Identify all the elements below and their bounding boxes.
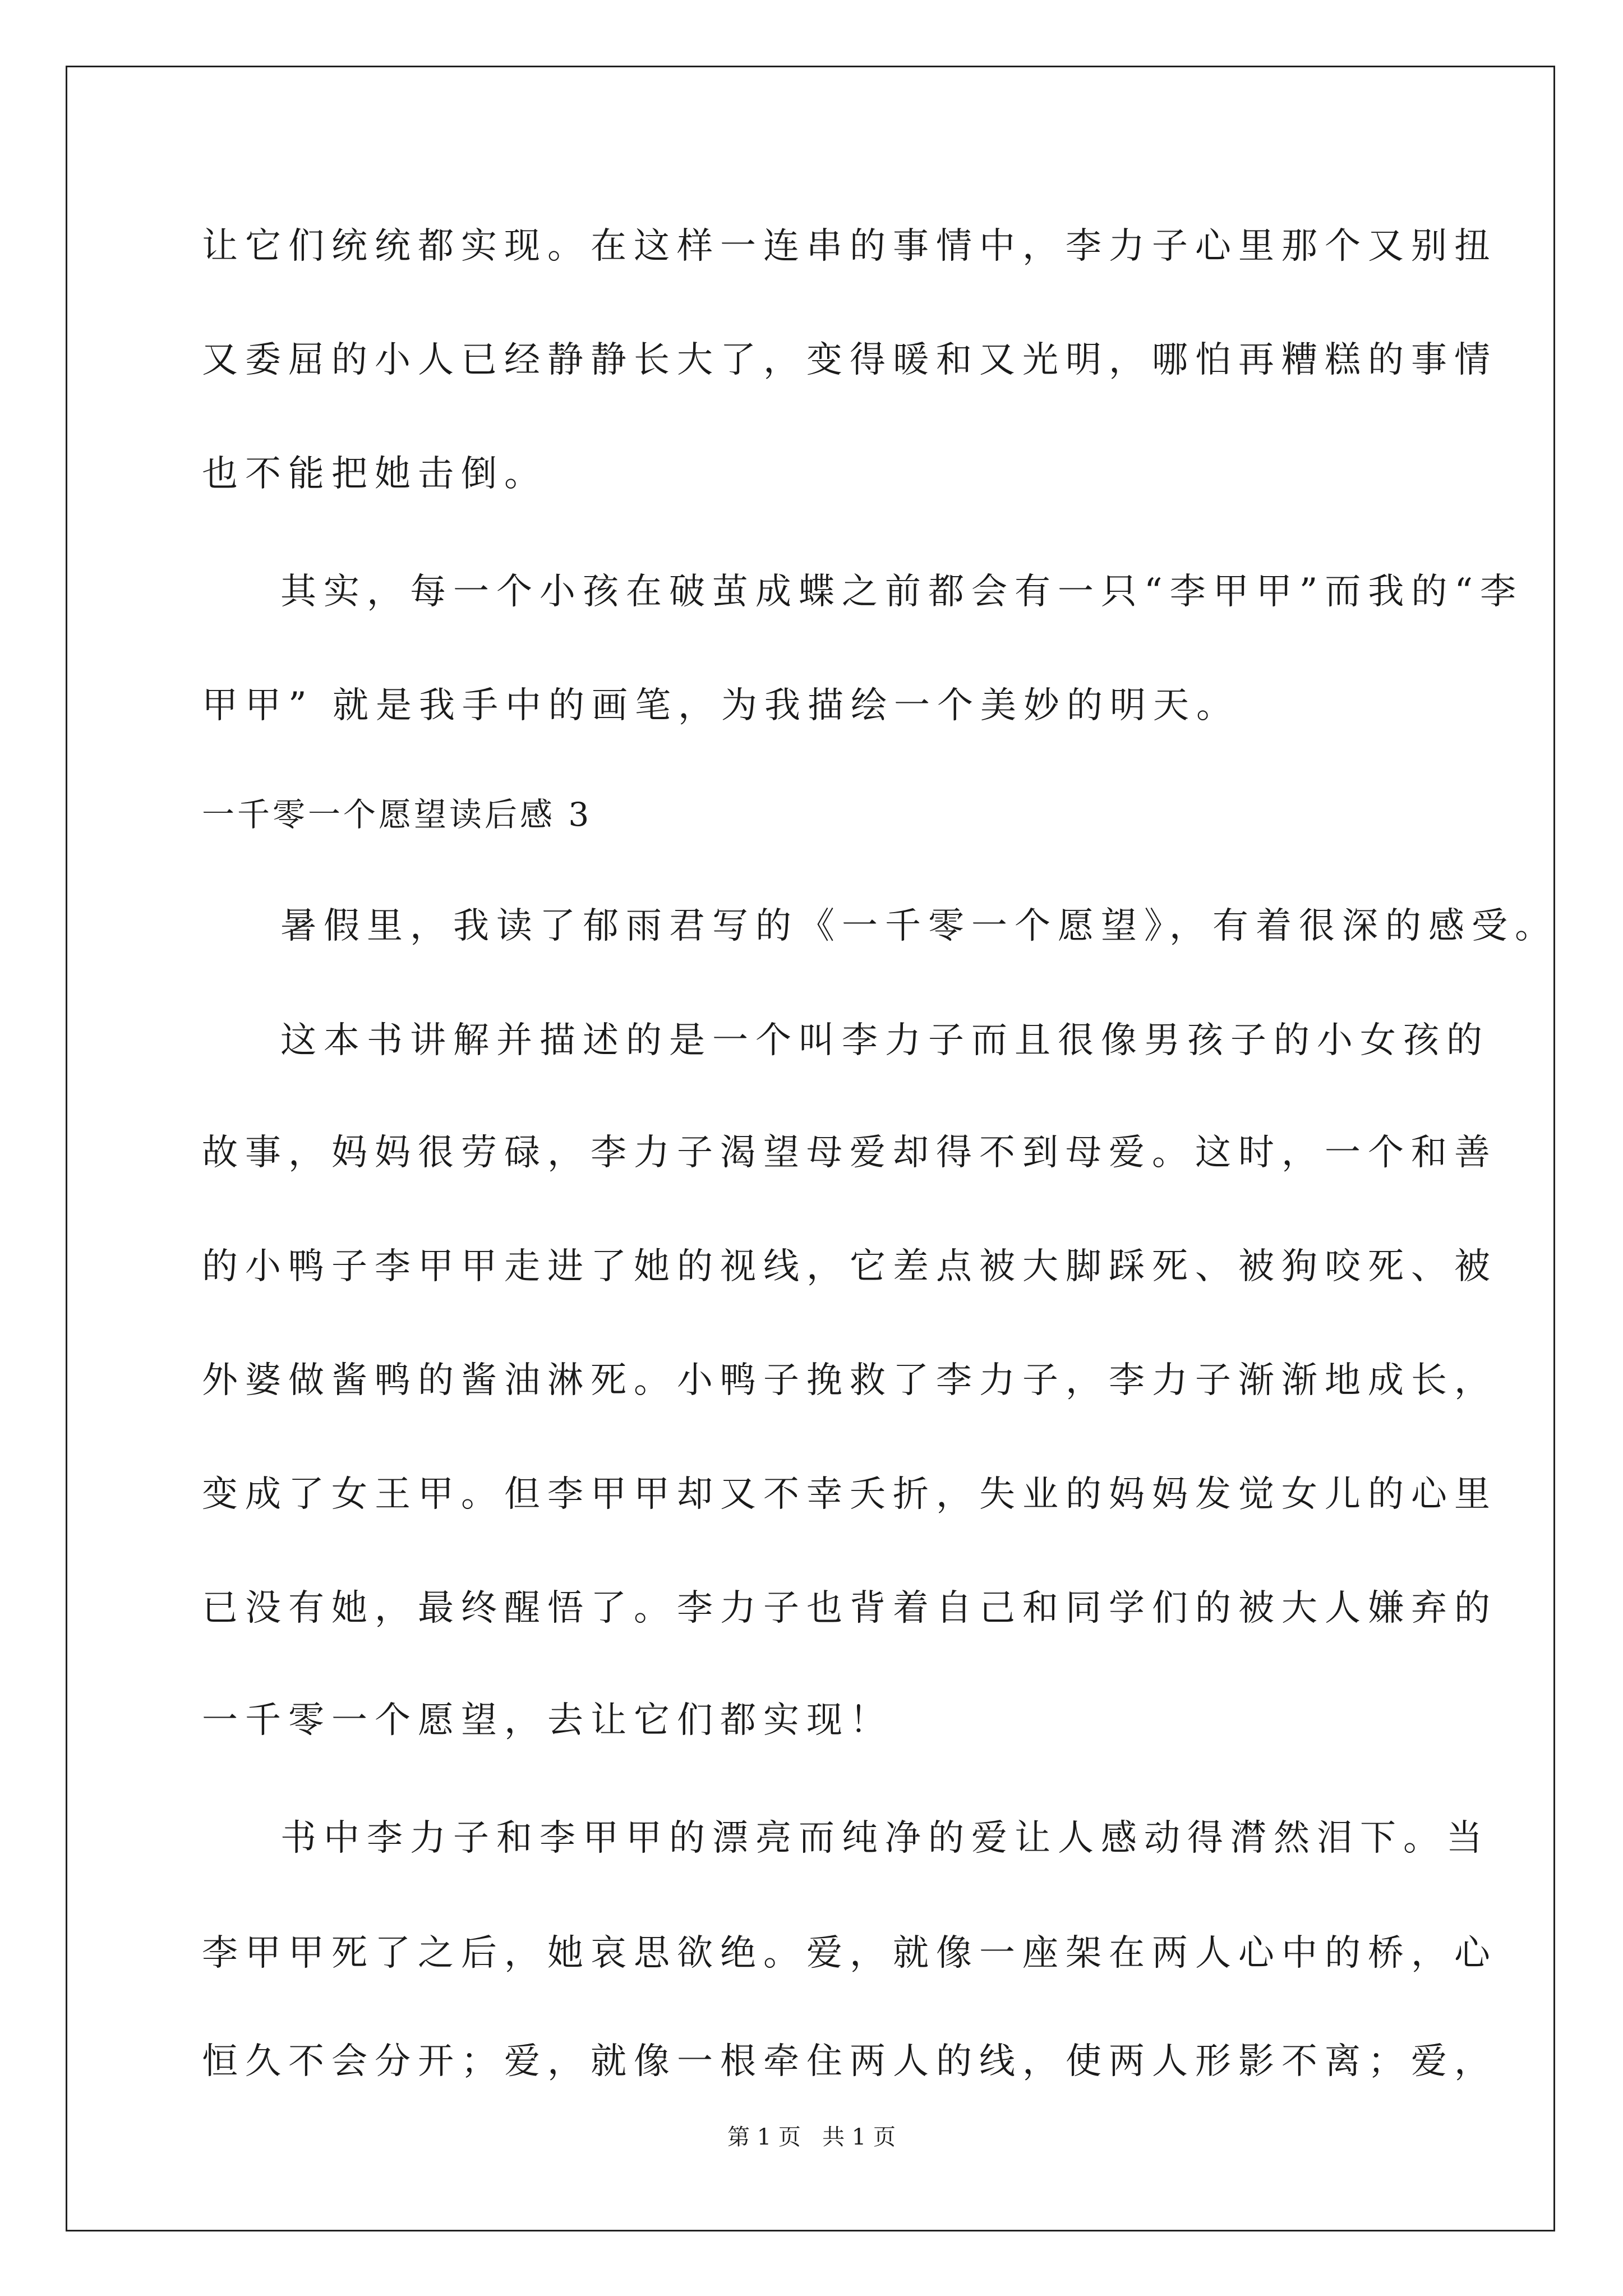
paragraph-line: 变成了女王甲。但李甲甲却又不幸夭折，失业的妈妈发觉女儿的心里 (202, 1474, 1497, 1515)
paragraph-line: 这本书讲解并描述的是一个叫李力子而且很像男孩子的小女孩的 (280, 1020, 1490, 1061)
paragraph-line: 甲甲” 就是我手中的画笔，为我描绘一个美妙的明天。 (202, 685, 1240, 726)
paragraph-line: 也不能把她击倒。 (202, 453, 547, 495)
paragraph-line: 又委屈的小人已经静静长大了，变得暖和又光明，哪怕再糟糕的事情 (202, 339, 1497, 381)
paragraph-line: 李甲甲死了之后，她哀思欲绝。爱，就像一座架在两人心中的桥，心 (202, 1932, 1497, 1974)
paragraph-line: 书中李力子和李甲甲的漂亮而纯净的爱让人感动得潸然泪下。当 (280, 1818, 1490, 1859)
paragraph-line: 故事，妈妈很劳碌，李力子渴望母爱却得不到母爱。这时，一个和善 (202, 1132, 1497, 1174)
paragraph-line: 外婆做酱鸭的酱油淋死。小鸭子挽救了李力子，李力子渐渐地成长， (202, 1360, 1497, 1401)
page-footer: 第 1 页 共 1 页 (727, 2124, 896, 2150)
paragraph-line: 恒久不会分开；爱，就像一根牵住两人的线，使两人形影不离；爱， (202, 2041, 1497, 2082)
section-heading: 一千零一个愿望读后感 3 (202, 795, 592, 834)
paragraph-line: 已没有她，最终醒悟了。李力子也背着自己和同学们的被大人嫌弃的 (202, 1588, 1497, 1629)
paragraph-line: 一千零一个愿望，去让它们都实现！ (202, 1700, 893, 1741)
paragraph-line: 让它们统统都实现。在这样一连串的事情中，李力子心里那个又别扭 (202, 226, 1497, 267)
paragraph-line: 暑假里，我读了郁雨君写的《一千零一个愿望》，有着很深的感受。 (280, 905, 1558, 947)
paragraph-line: 的小鸭子李甲甲走进了她的视线，它差点被大脚踩死、被狗咬死、被 (202, 1246, 1497, 1287)
paragraph-line: 其实，每一个小孩在破茧成蝶之前都会有一只“李甲甲”而我的“李 (280, 571, 1524, 613)
